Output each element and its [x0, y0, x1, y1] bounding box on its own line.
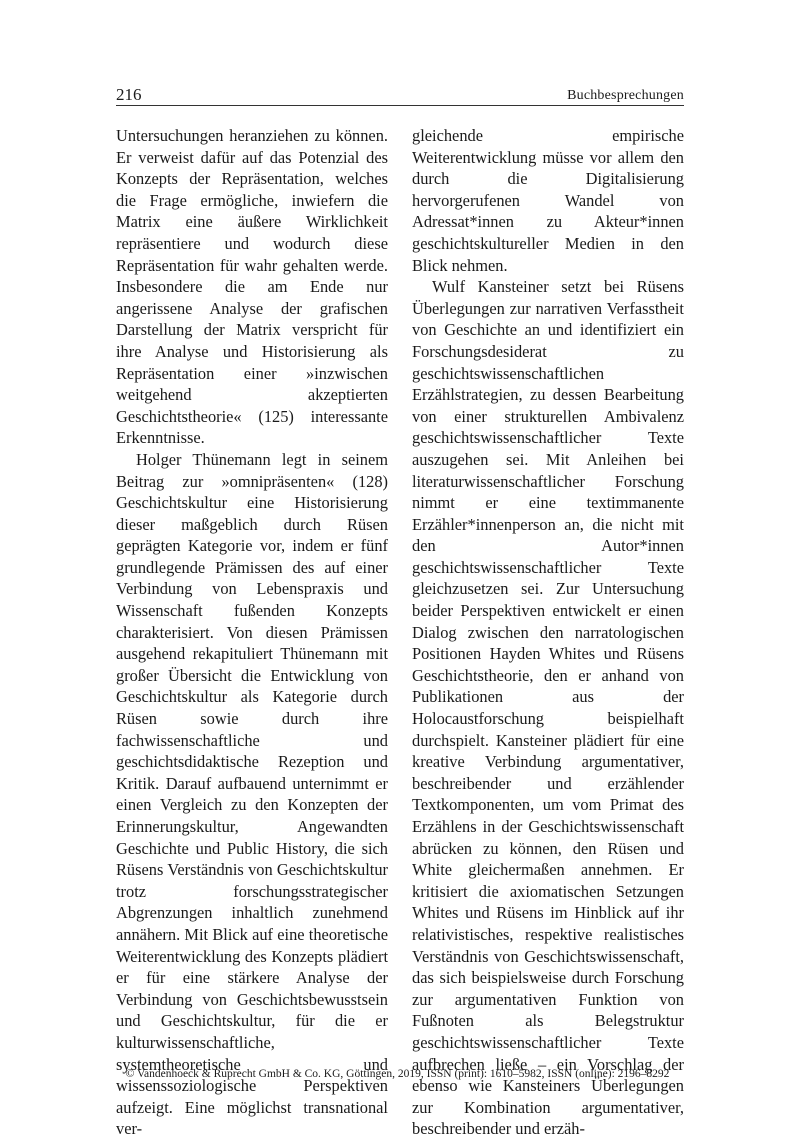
page-number: 216 [116, 85, 142, 104]
copyright-footer: © Vandenhoeck & Ruprecht GmbH & Co. KG, Göttingen, 2019, ISSN (print): 1610–5982, ISSN (online): 2196–8292 [125, 1068, 670, 1080]
left-column [116, 125, 388, 1140]
paragraph: Wulf Kansteiner setzt bei Rüsens Überlegungen zur narrativen Verfasstheit von Geschichte an und identifiziert ein Forschungsdesiderat zu geschichtswissenschaftlichen Erzählstrategien, zu dessen Bearbeitung von einer strukturellen Ambivalenz geschichtswissenschaftlicher Texte auszugehen sei. Mit Anleihen bei literaturwissenschaftlicher Forschung nimmt er eine textimmanente Erzähler*innenperson an, die nicht mit den Autor*innen geschichtswissenschaftlicher Texte gleichzusetzen sei. Zur Untersuchung beider Perspektiven entwickelt er einen Dialog zwischen den narratologischen Positionen Hayden Whites und Rüsens Geschichtstheorie, den er anhand von Publikationen aus der Holocaustforschung beispielhaft durchspielt. Kansteiner plädiert für eine kreative Verbindung argumentativer, beschreibender und erzählender Textkomponenten, um vom Primat des Erzählens in der Geschichtswissenschaft abrücken zu können, den Rüsen und White gleichermaßen annehmen. Er kritisiert die axiomatischen Setzungen Whites und Rüsens im Hinblick auf ihr relativistisches, respektive realistisches Verständnis von Geschichtswissenschaft, das sich beispielsweise durch Forschung zur argumentativen Funktion von Fußnoten als Belegstruktur geschichtswissenschaftlicher Texte aufbrechen ließe – ein Vorschlag der ebenso wie Kansteiners Überlegungen zur Kombination argumentativer, beschreibender und erzäh- [412, 277, 684, 1139]
running-head: Buchbesprechungen [567, 88, 684, 103]
paragraph: Untersuchungen heranziehen zu können. Er verweist dafür auf das Potenzial des Konzepts der Repräsentation, welches die Frage ermögliche, inwiefern die Matrix eine äußere Wirklichkeit repräsentiere und wodurch diese Repräsentation für wahr gehalten werde. Insbesondere die am Ende nur angerissene Analyse der grafischen Darstellung der Matrix verspricht für ihre Analyse und Historisierung als Repräsentation einer »inzwischen weitgehend akzeptierten Geschichtstheorie« (125) interessante Erkenntnisse. [116, 126, 388, 448]
right-column [412, 125, 684, 1140]
paragraph: Holger Thünemann legt in seinem Beitrag zur »omnipräsenten« (128) Geschichtskultur eine Historisierung dieser maßgeblich durch Rüsen geprägten Kategorie vor, indem er fünf grundlegende Prämissen des auf einer Verbindung von Lebenspraxis und Wissenschaft fußenden Konzepts charakterisiert. Von diesen Prämissen ausgehend rekapituliert Thünemann mit großer Übersicht die Entwicklung von Geschichtskultur als Kategorie durch Rüsen sowie durch ihre fachwissenschaftliche und geschichtsdidaktische Rezeption und Kritik. Darauf aufbauend unternimmt er einen Vergleich zu den Konzepten der Erinnerungskultur, Angewandten Geschichte und Public History, die sich Rüsens Verständnis von Geschichtskultur trotz forschungsstrategischer Abgrenzungen inhaltlich zunehmend annähern. Mit Blick auf eine theoretische Weiterentwicklung des Konzepts plädiert er für eine stärkere Analyse der Verbindung von Geschichtsbewusstsein und Geschichtskultur, für die er kulturwissenschaftliche, systemtheoretische und wissenssoziologische Perspektiven aufzeigt. Eine möglichst transnational ver- [116, 449, 388, 1139]
header-rule [116, 105, 684, 106]
paragraph: gleichende empirische Weiterentwicklung müsse vor allem den durch die Digitalisierung hervorgerufenen Wandel von Adressat*innen zu Akteur*innen geschichtskultureller Medien in den Blick nehmen. [412, 126, 684, 275]
